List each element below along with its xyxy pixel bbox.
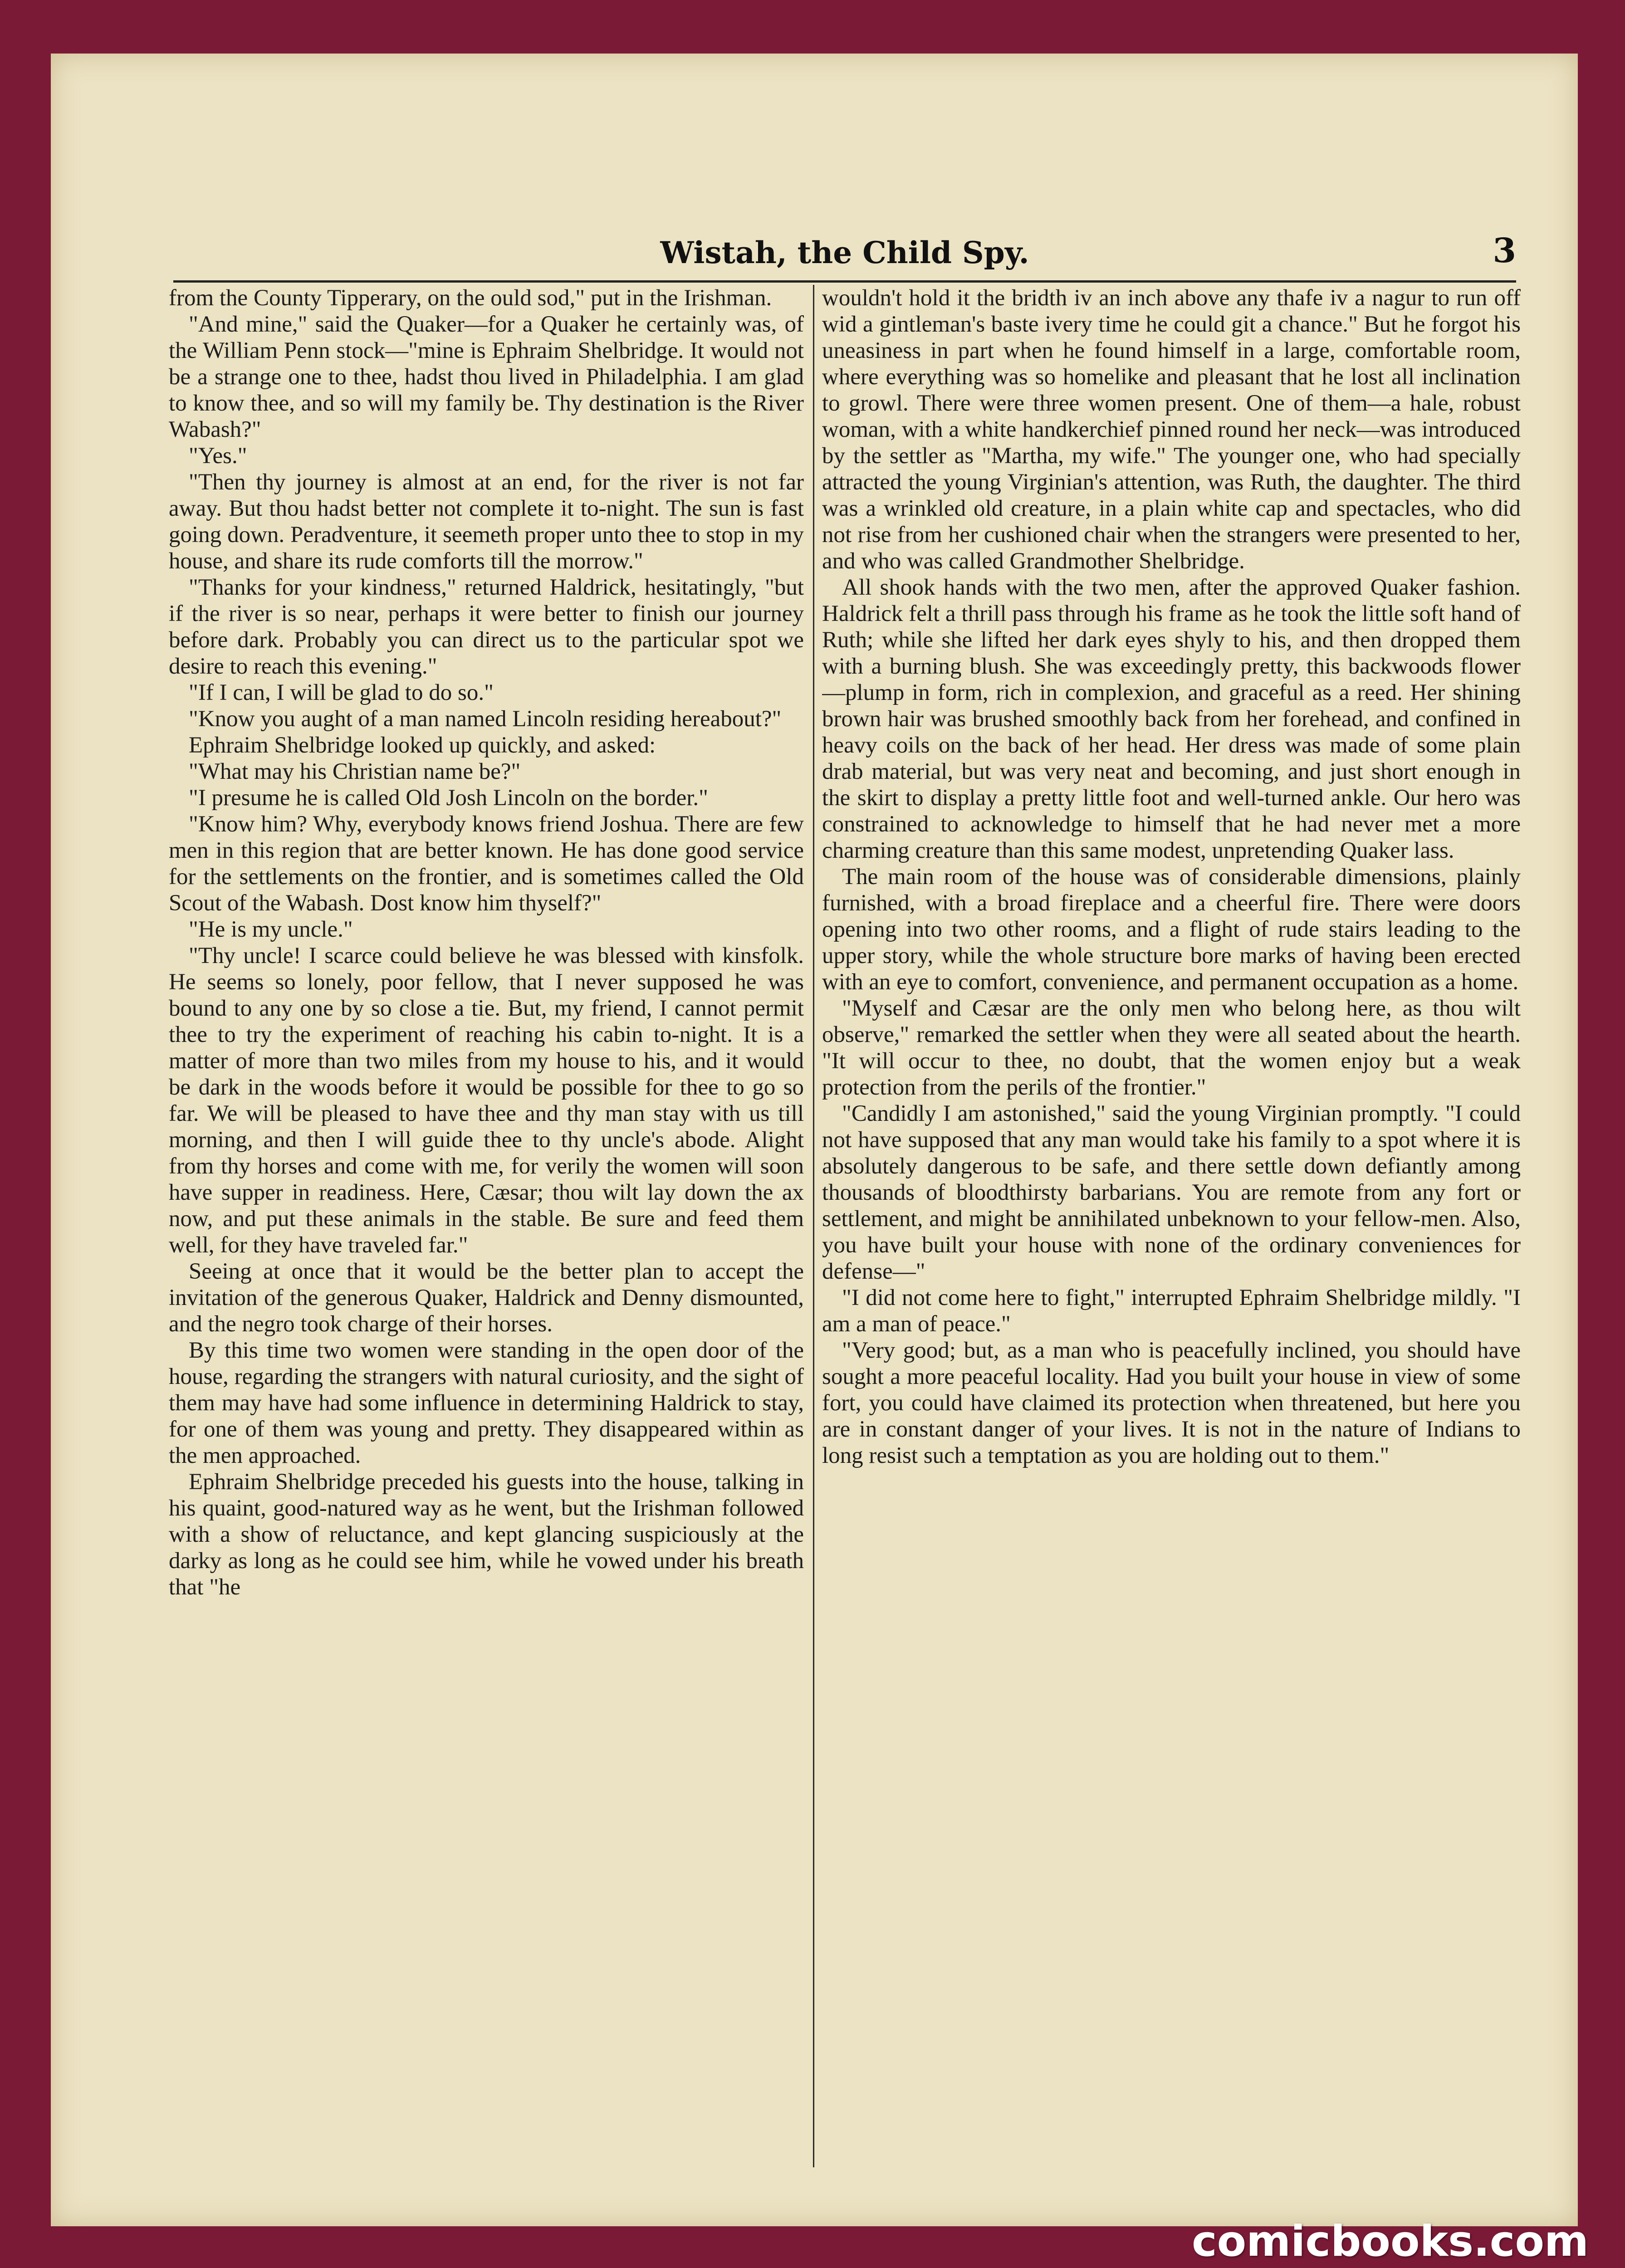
running-title: Wistah, the Child Spy. bbox=[660, 235, 1029, 270]
paragraph: The main room of the house was of considerable dimensions, plainly furnished, with a broad fireplace and a cheerful fire. There were doors opening into two other rooms, and a flight of rude stairs leading to the upper story, while the whole structure bore marks of having been erected with an eye to comfort, convenience, and permanent occupation as a home. bbox=[822, 864, 1521, 995]
paragraph: "I did not come here to fight," interrupted Ephraim Shelbridge mildly. "I am a man of peace." bbox=[822, 1285, 1521, 1337]
paragraph: By this time two women were standing in the open door of the house, regarding the strangers with natural curiosity, and the sight of them may have had some influence in determining Haldrick to stay, for one of them was young and pretty. They disappeared within as the men approached. bbox=[169, 1338, 804, 1468]
page-number: 3 bbox=[1493, 231, 1516, 270]
paragraph: "And mine," said the Quaker—for a Quaker he certainly was, of the William Penn stock—"mine is Ephraim Shelbridge. It would not be a strange one to thee, hadst thou lived in Philadelphia. I am glad to know thee, and so will my family be. Thy destination is the River Wabash?" bbox=[169, 312, 804, 442]
paragraph: "Then thy journey is almost at an end, for the river is not far away. But thou hadst better not complete it to-night. The sun is fast going down. Peradventure, it seemeth proper unto thee to stop in my house, and share its rude comforts till the morrow." bbox=[169, 469, 804, 574]
paragraph: "If I can, I will be glad to do so." bbox=[189, 680, 494, 705]
paragraph: "Myself and Cæsar are the only men who belong here, as thou wilt observe," remarked the settler when they were all seated about the hearth. "It will occur to thee, no doubt, that the women enjoy but a weak protection from the perils of the frontier." bbox=[822, 996, 1521, 1100]
paragraph: Ephraim Shelbridge looked up quickly, and asked: bbox=[189, 733, 656, 758]
right-column bbox=[822, 285, 1521, 2167]
page-header bbox=[173, 190, 1516, 283]
paragraph: "Know him? Why, everybody knows friend Joshua. There are few men in this region that are better known. He has done good service for the settlements on the frontier, and is sometimes called the Old Scout of the Wabash. Dost know him thyself?" bbox=[169, 811, 804, 916]
column-divider bbox=[813, 285, 814, 2167]
paragraph: "Know you aught of a man named Lincoln residing hereabout?" bbox=[189, 706, 782, 732]
paragraph: "Thanks for your kindness," returned Haldrick, hesitatingly, "but if the river is so near, perhaps it were better to finish our journey before dark. Probably you can direct us to the particular spot we desire to reach this evening." bbox=[169, 575, 804, 679]
paragraph: from the County Tipperary, on the ould sod," put in the Irishman. bbox=[169, 285, 772, 311]
paragraph: "He is my uncle." bbox=[189, 917, 353, 942]
paragraph: "Thy uncle! I scarce could believe he was blessed with kinsfolk. He seems so lonely, poor fellow, that I never supposed he was bound to any one by so close a tie. But, my friend, I cannot permit thee to try the experiment of reaching his cabin to-night. It is a matter of more than two miles from my house to his, and it would be dark in the woods before it would be possible for thee to go so far. We will be pleased to have thee and thy man stay with us till morning, and then I will guide thee to thy uncle's abode. Alight from thy horses and come with me, for verily the women will soon have supper in readiness. Here, Cæsar; thou wilt lay down the ax now, and put these animals in the stable. Be sure and feed them well, for they have traveled far." bbox=[169, 943, 804, 1258]
paragraph: Seeing at once that it would be the better plan to accept the invitation of the generous Quaker, Haldrick and Denny dismounted, and the negro took charge of their horses. bbox=[169, 1259, 804, 1337]
paragraph: wouldn't hold it the bridth iv an inch above any thafe iv a nagur to run off wid a gintleman's baste ivery time he could git a chance." But he forgot his uneasiness in part when he found himself in a large, comfortable room, where everything was so homelike and pleasant that he lost all inclination to growl. There were three women present. One of them—a hale, robust woman, with a white handkerchief pinned round her neck—was introduced by the settler as "Martha, my wife." The younger one, who had specially attracted the young Virginian's attention, was Ruth, the daughter. The third was a wrinkled old creature, in a plain white cap and spectacles, who did not rise from her cushioned chair when the strangers were presented to her, and who was called Grandmother Shelbridge. bbox=[822, 285, 1521, 574]
paragraph: "What may his Christian name be?" bbox=[189, 759, 521, 784]
paragraph: Ephraim Shelbridge preceded his guests into the house, talking in his quaint, good-natured way as he went, but the Irishman followed with a show of reluctance, and kept glancing suspiciously at the darky as long as he could see him, while he vowed under his breath that "he bbox=[169, 1469, 804, 1600]
left-column bbox=[169, 285, 804, 2167]
paragraph: "Yes." bbox=[189, 443, 247, 469]
paragraph: "Very good; but, as a man who is peacefully inclined, you should have sought a more peaceful locality. Had you built your house in view of some fort, you could have claimed its protection when threatened, but here you are in constant danger of your lives. It is not in the nature of Indians to long resist such a temptation as you are holding out to them." bbox=[822, 1338, 1521, 1468]
site-watermark: comicbooks.com bbox=[1191, 2217, 1589, 2266]
book-page bbox=[51, 54, 1578, 2226]
paragraph: All shook hands with the two men, after the approved Quaker fashion. Haldrick felt a thrill pass through his frame as he took the little soft hand of Ruth; while she lifted her dark eyes shyly to his, and then dropped them with a burning blush. She was exceedingly pretty, this backwoods flower—plump in form, rich in complexion, and graceful as a reed. Her shining brown hair was brushed smoothly back from her forehead, and confined in heavy coils on the back of her head. Her dress was made of some plain drab material, but was very neat and becoming, and just short enough in the skirt to display a pretty little foot and well-turned ankle. Our hero was constrained to acknowledge to himself that he had never met a more charming creature than this same modest, unpretending Quaker lass. bbox=[822, 575, 1521, 863]
paragraph: "I presume he is called Old Josh Lincoln on the border." bbox=[189, 785, 708, 811]
paragraph: "Candidly I am astonished," said the young Virginian promptly. "I could not have supposed that any man would take his family to a spot where it is absolutely dangerous to be safe, and there settle down defiantly among thousands of bloodthirsty barbarians. You are remote from any fort or settlement, and might be annihilated unbeknown to your fellow-men. Also, you have built your house with none of the ordinary conveniences for defense—" bbox=[822, 1101, 1521, 1284]
